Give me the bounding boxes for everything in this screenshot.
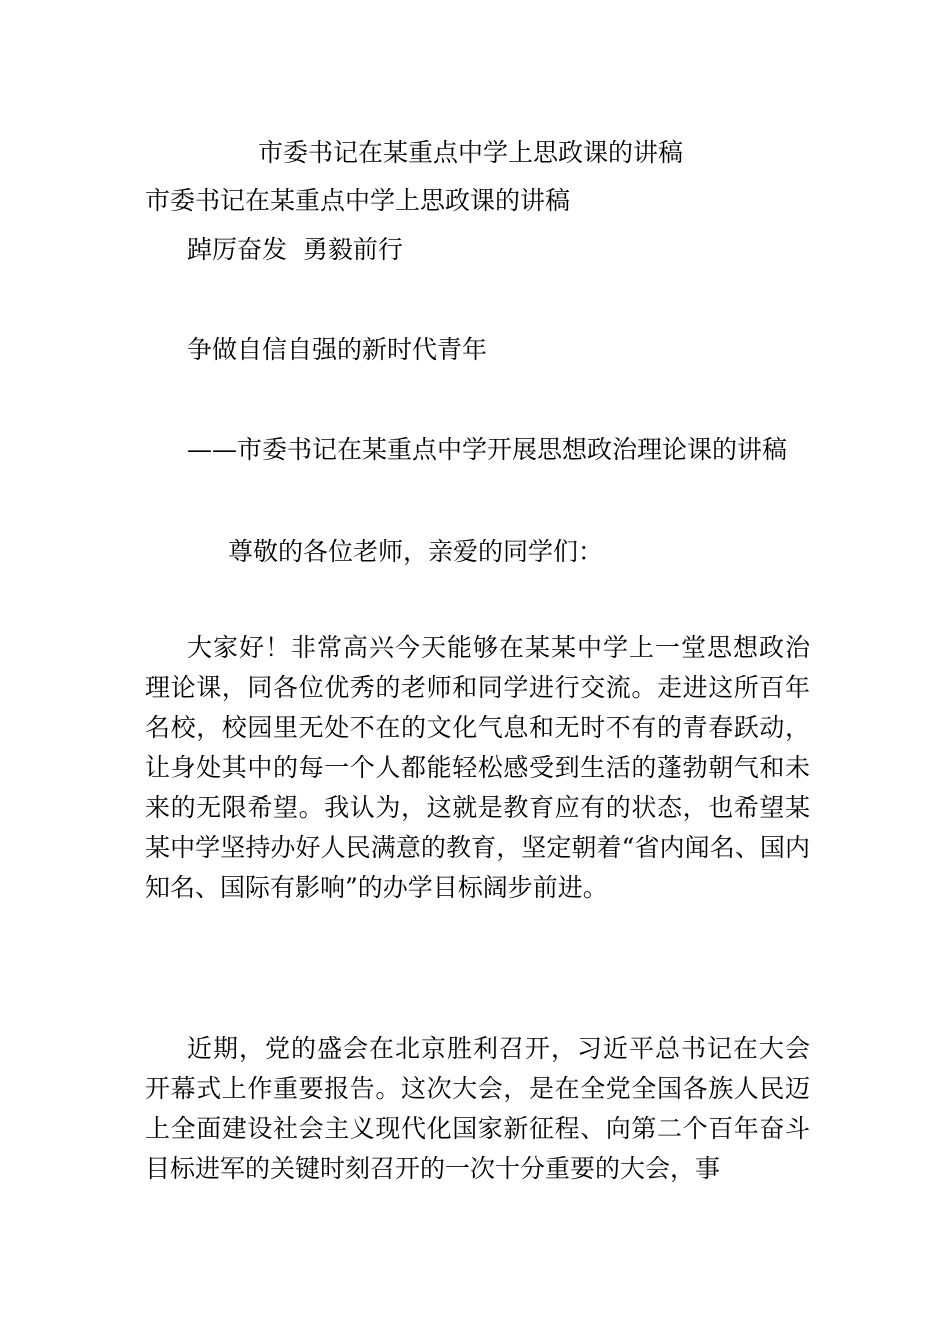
slogan-line-1: 踔厉奋发 勇毅前行 — [187, 235, 403, 264]
document-subtitle: ——市委书记在某重点中学开展思想政治理论课的讲稿 — [187, 435, 788, 464]
document-title-centered: 市委书记在某重点中学上思政课的讲稿 — [258, 138, 684, 167]
body-paragraph-1: 大家好！非常高兴今天能够在某某中学上一堂思想政治理论课，同各位优秀的老师和同学进行交流。走进这所百年名校，校园里无处不在的文化气息和无时不有的青春跃动，让身处其中的每一个人都能轻松感受到生活的蓬勃朝气和未来的无限希望。我认为，这就是教育应有的状态，也希望某某中学坚持办好人民满意的教育，坚定朝着“省内闻名、国内知名、国际有影响”的办学目标阔步前进。 — [145, 633, 810, 902]
slogan-line-2: 争做自信自强的新时代青年 — [187, 335, 488, 364]
document-title: 市委书记在某重点中学上思政课的讲稿 — [145, 186, 571, 215]
greeting: 尊敬的各位老师，亲爱的同学们： — [228, 537, 604, 566]
body-paragraph-2: 近期，党的盛会在北京胜利召开，习近平总书记在大会开幕式上作重要报告。这次大会，是在全党全国各族人民迈上全面建设社会主义现代化国家新征程、向第二个百年奋斗目标进军的关键时刻召开的一次十分重要的大会，事 — [145, 1034, 810, 1183]
